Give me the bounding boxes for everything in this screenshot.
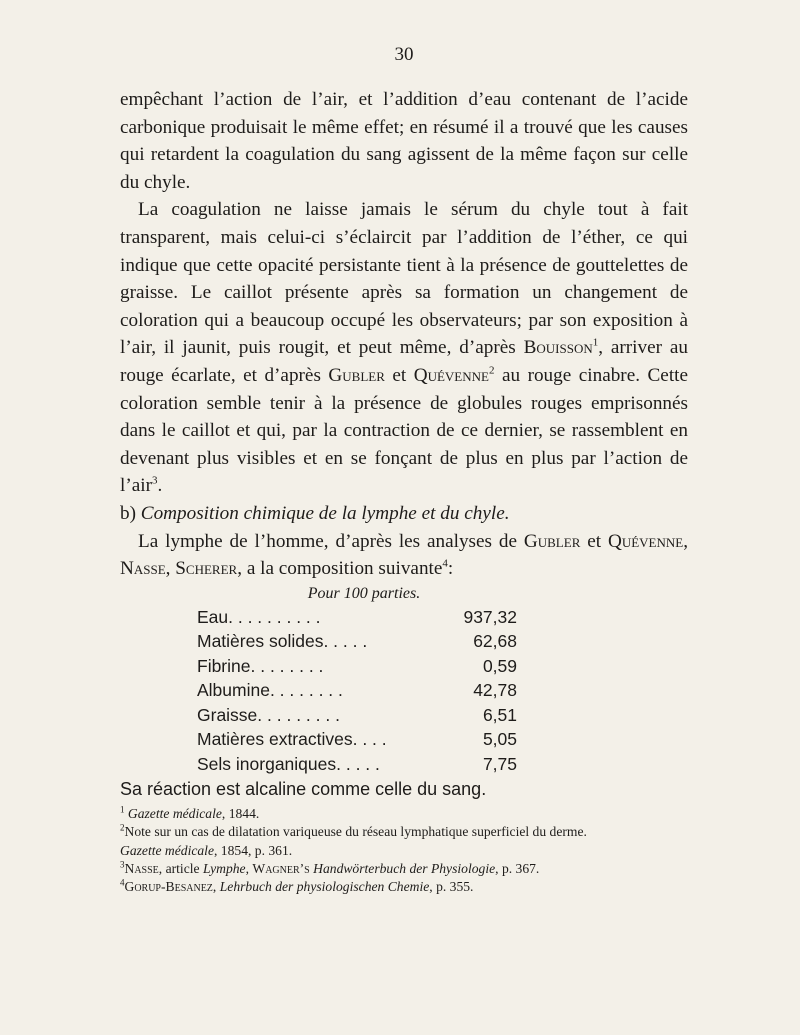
paragraph-text: : <box>447 558 454 580</box>
paragraph-text: empêchant l’action de l’air, et l’addition d’eau contenant de l’acide carbonique produisait le même effet; en résumé il a trouvé que les causes qui retardent la coagulation du sang agissent de la même façon sur celle du chyle. <box>120 89 688 193</box>
paragraph-text: et <box>580 530 608 552</box>
paragraph-text: , <box>683 530 688 552</box>
footnote <box>120 860 688 878</box>
footnote <box>120 878 688 896</box>
table-cell-value: 62,68 <box>473 631 517 652</box>
author-name: Bouisson <box>523 337 593 359</box>
author-name: Gubler <box>523 530 581 552</box>
footnote-title: Lymphe <box>202 860 246 876</box>
paragraph-text: au rouge cinabre. Cette coloration semble tenir à la présence de globules rouges emprisonnés dans le caillot et qui, par la contraction de ce dernier, se rassemblent en devenant plus visibles et en se fonçant de plus en plus par l’action de l’air <box>120 364 688 497</box>
table-row <box>197 752 517 777</box>
table-cell-name: Eau. . . . . . . . . . <box>197 606 321 627</box>
footnote <box>120 823 688 860</box>
table-cell-value: 7,75 <box>482 753 517 774</box>
table-row <box>197 629 517 654</box>
section-heading <box>120 500 688 528</box>
footnote-mark: 3 <box>120 859 125 870</box>
table-row <box>197 703 517 728</box>
table-cell-value: 5,05 <box>482 729 517 750</box>
table-row <box>197 605 517 630</box>
author-name: Quévenne <box>607 530 684 552</box>
footnote-ref[interactable]: 2 <box>488 364 495 377</box>
paragraph-text: , <box>165 558 176 580</box>
footnote-title: Lehrbuch der physiologischen Chemie <box>219 879 430 895</box>
author-name: Nasse <box>120 558 166 580</box>
table-caption: Pour 100 parties. <box>307 584 421 602</box>
paragraph-coagulation <box>120 196 688 500</box>
paragraph-text: La lymphe de l’homme, d’après les analyses de <box>138 530 524 552</box>
footnote-text: , <box>245 860 253 876</box>
footnotes <box>120 805 688 896</box>
paragraph-text: . <box>157 475 163 497</box>
table-cell-name: Albumine. . . . . . . . <box>197 680 343 701</box>
footnote-text: Note sur un cas de dilatation variqueuse du réseau lymphatique superficiel du derme. <box>124 824 587 840</box>
footnote-text: , article <box>158 860 203 876</box>
paragraph-text: , arriver au rouge écarlate, et d’après <box>120 337 688 386</box>
table-cell-name: Graisse. . . . . . . . . <box>197 704 340 725</box>
reaction-line: Sa réaction est alcaline comme celle du sang. <box>120 779 487 800</box>
footnote-author: Gorup-Besanez <box>124 879 213 895</box>
footnote-text: , p. 355. <box>429 879 474 895</box>
table-cell-name: Matières solides. . . . . <box>197 631 368 652</box>
footnote-title: Gazette médicale <box>127 806 222 821</box>
footnote-mark: 2 <box>120 822 125 833</box>
footnote-ref[interactable]: 3 <box>151 474 158 487</box>
page-number: 30 <box>394 44 414 65</box>
table-cell-name: Sels inorganiques. . . . . <box>197 753 380 774</box>
footnote-text: , 1854, p. 361. <box>214 842 293 858</box>
paragraph-continuation <box>120 86 688 196</box>
table-cell-value: 42,78 <box>473 680 517 701</box>
author-name: Scherer <box>175 558 238 580</box>
paragraph-text: La coagulation ne laisse jamais le sérum du chyle tout à fait transparent, mais celui-ci s’éclaircit par l’addition de l’éther, ce qui indique que cette opacité persistante tient à la présence de gouttelettes de graisse. Le caillot présente après sa formation un changement de coloration qui a beaucoup occupé les observateurs; par son exposition à l’air, il jaunit, puis rougit, et peut même, d’après <box>120 199 688 359</box>
footnote-mark: 4 <box>120 877 125 888</box>
footnote-title: Gazette médicale <box>120 842 214 858</box>
section-label: b) <box>120 502 136 524</box>
table-row <box>197 727 517 752</box>
author-name: Quévenne <box>413 364 489 386</box>
table-cell-value: 937,32 <box>463 606 517 627</box>
footnote-ref[interactable]: 1 <box>592 336 599 349</box>
footnote <box>120 805 688 823</box>
footnote-mark: 1 <box>120 804 125 815</box>
footnote-title: Handwörterbuch der Physiologie <box>313 860 496 876</box>
table-row <box>197 654 517 679</box>
footnote-text: , p. 367. <box>495 860 540 876</box>
footnote-text: , <box>212 879 220 895</box>
author-name: Gubler <box>328 364 385 386</box>
footnote-author: Nasse <box>124 860 159 876</box>
footnote-text: , 1844. <box>221 806 260 821</box>
table-cell-value: 6,51 <box>482 704 517 725</box>
table-row <box>197 678 517 703</box>
footnote-author: Wagner’s <box>252 860 310 876</box>
composition-table <box>197 605 517 777</box>
table-cell-value: 0,59 <box>482 655 517 676</box>
paragraph-text: et <box>384 364 414 386</box>
paragraph-intro <box>120 528 688 583</box>
table-cell-name: Matières extractives. . . . <box>197 729 387 750</box>
footnote-ref[interactable]: 4 <box>442 557 448 570</box>
paragraph-text: , a la composition suivante <box>237 558 443 580</box>
section-title: Composition chimique de la lymphe et du chyle. <box>140 502 510 524</box>
table-cell-name: Fibrine. . . . . . . . <box>197 655 324 676</box>
body-text <box>120 86 688 802</box>
